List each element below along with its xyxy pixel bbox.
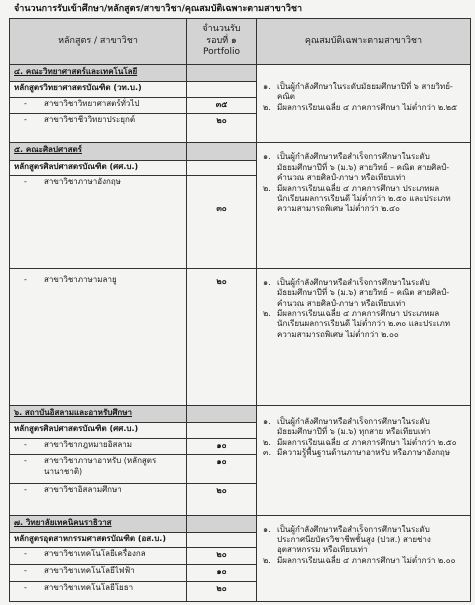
major-name: สาขาวิชาภาษามลายู — [44, 274, 117, 284]
qualification-item: ๑. เป็นผู้กำลังศึกษาหรือสำเร็จการศึกษาในระดับประกาศนียบัตรวิชาชีพชั้นสูง (ปวส.) สายช่างอุตสาหกรรม หรือเทียบเท่า — [263, 524, 431, 555]
table-caption: จำนวนการรับเข้าศึกษา/หลักสูตร/สาขาวิชา/คุณสมบัติเฉพาะตามสาขาวิชา — [14, 4, 303, 14]
admission-table — [9, 18, 471, 602]
header-quota-line2: รอบที่ ๑ — [206, 35, 237, 46]
qualification-item: ๒. มีผลการเรียนเฉลี่ย ๔ ภาคการศึกษา ไม่ต่ำกว่า ๒.๒๕ — [263, 102, 458, 112]
major-row: - สาขาวิชาภาษาอังกฤษ — [10, 176, 187, 269]
qualifications-cell — [257, 143, 471, 268]
qualifications-cell — [257, 65, 471, 143]
major-name: สาขาวิชากฎหมายอิสลาม — [44, 439, 133, 449]
qualification-item: ๒. มีผลการเรียนเฉลี่ย ๔ ภาคการศึกษา ไม่ต่ำกว่า ๒.๕๐ — [263, 437, 457, 447]
faculty-name: ๖. สถาบันอิสลามและอาหรับศึกษา — [10, 405, 187, 422]
faculty-name: ๔. คณะวิทยาศาสตร์และเทคโนโลยี — [10, 65, 187, 82]
major-name: สาขาวิชาอิสลามศึกษา — [44, 485, 122, 495]
program-name: หลักสูตรอุตสาหกรรมศาสตรบัณฑิต (อส.บ.) — [10, 532, 187, 548]
quota-value: ๒๐ — [216, 583, 227, 593]
program-name: หลักสูตรศิลปศาสตรบัณฑิต (ศศ.บ.) — [10, 160, 187, 176]
major-name: สาขาวิชาเทคโนโลยีเครื่องกล — [44, 549, 146, 559]
major-name: สาขาวิชาภาษาอาหรับ (หลักสูตรนานาชาติ) — [44, 456, 157, 476]
major-row: - สาขาวิชาวิทยาศาสตร์ทั่วไป — [10, 97, 187, 114]
major-row: - สาขาวิชาเทคโนโลยีเครื่องกล — [10, 548, 187, 565]
major-row: - สาขาวิชาเทคโนโลยีไฟฟ้า — [10, 565, 187, 582]
qualification-item: ๒. มีผลการเรียนเฉลี่ย ๔ ภาคการศึกษา ประเภทผลนักเรียนผลการเรียนดี ไม่ต่ำกว่า ๒.๕๐ และประเภทความสามารถพิเศษ ไม่ต่ำกว่า ๒.๔๐ — [263, 183, 451, 214]
faculty-name: ๕. คณะศิลปศาสตร์ — [10, 143, 187, 160]
qualifications-cell — [257, 268, 471, 405]
major-name: สาขาวิชาวิทยาศาสตร์ทั่วไป — [44, 98, 140, 108]
quota-value: ๓๐ — [216, 204, 227, 214]
quota-value: ๓๕ — [215, 99, 228, 109]
quota-value: ๑๐ — [216, 457, 227, 467]
faculty-name: ๗. วิทยาลัยเทคนิคนราธิวาส — [10, 515, 187, 532]
header-qualifications: คุณสมบัติเฉพาะตามสาขาวิชา — [257, 19, 471, 65]
qualification-item: ๒. มีผลการเรียนเฉลี่ย ๔ ภาคการศึกษา ไม่ต่ำกว่า ๒.๐๐ — [263, 555, 456, 565]
major-row: - สาขาวิชาชีววิทยาประยุกต์ — [10, 114, 187, 143]
major-row: - สาขาวิชาภาษามลายู — [10, 268, 187, 405]
major-name: สาขาวิชาเทคโนโลยีไฟฟ้า — [44, 566, 135, 576]
major-row: - สาขาวิชาเทคโนโลยีโยธา — [10, 581, 187, 601]
major-name: สาขาวิชาชีววิทยาประยุกต์ — [44, 115, 136, 125]
quota-value: ๒๐ — [216, 116, 227, 126]
major-row: - สาขาวิชาอิสลามศึกษา — [10, 484, 187, 515]
major-row: - สาขาวิชากฎหมายอิสลาม — [10, 438, 187, 455]
qualification-item: ๒. มีผลการเรียนเฉลี่ย ๔ ภาคการศึกษา ประเภทผลนักเรียนผลการเรียนดี ไม่ต่ำกว่า ๒.๓๐ และประเภทความสามารถพิเศษ ไม่ต่ำกว่า ๒.๐๐ — [263, 308, 451, 339]
qualification-item: ๓. มีความรู้พื้นฐานด้านภาษาอาหรับ หรือภาษาอังกฤษ — [263, 448, 451, 458]
header-program-major: หลักสูตร / สาขาวิชา — [10, 19, 187, 65]
program-name: หลักสูตรศิลปศาสตรบัณฑิต (ศศ.บ.) — [10, 423, 187, 439]
quota-value: ๑๐ — [216, 440, 227, 450]
qualifications-cell — [257, 405, 471, 515]
header-quota-line1: จำนวนรับ — [202, 23, 241, 34]
header-quota-line3: Portfolio — [202, 47, 241, 58]
quota-value: ๒๐ — [216, 550, 227, 560]
major-row: - สาขาวิชาภาษาอาหรับ (หลักสูตรนานาชาติ) — [10, 455, 187, 484]
program-name: หลักสูตรวิทยาศาสตรบัณฑิต (วท.บ.) — [10, 82, 187, 98]
qualification-item: ๑. เป็นผู้กำลังศึกษาหรือสำเร็จการศึกษาในระดับมัธยมศึกษาปีที่ ๖ (ม.๖) ทุกสาย หรือเทียบเท่า — [263, 416, 431, 437]
header-quota — [187, 19, 257, 65]
quota-value: ๑๐ — [216, 567, 227, 577]
qualification-item: ๑. เป็นผู้กำลังศึกษาหรือสำเร็จการศึกษาในระดับมัธยมศึกษาปีที่ ๖ (ม.๖) สายวิทย์ – คณิต สายศิลป์-คำนวณ สายศิลป์-ภาษา หรือเทียบเท่า — [263, 152, 450, 183]
qualification-item: ๑. เป็นผู้กำลังศึกษาในระดับมัธยมศึกษาปีที่ ๖ สายวิทย์-คณิต — [263, 82, 453, 102]
major-name: สาขาวิชาภาษาอังกฤษ — [44, 177, 121, 187]
major-name: สาขาวิชาเทคโนโลยีโยธา — [44, 582, 134, 592]
qualification-item: ๑. เป็นผู้กำลังศึกษาหรือสำเร็จการศึกษาในระดับมัธยมศึกษาปีที่ ๖ (ม.๖) สายวิทย์ – คณิต สายศิลป์-คำนวณ สายศิลป์-ภาษา หรือเทียบเท่า — [263, 277, 450, 308]
quota-value: ๒๐ — [216, 276, 227, 286]
quota-value: ๒๐ — [216, 486, 227, 496]
qualifications-cell — [257, 515, 471, 601]
